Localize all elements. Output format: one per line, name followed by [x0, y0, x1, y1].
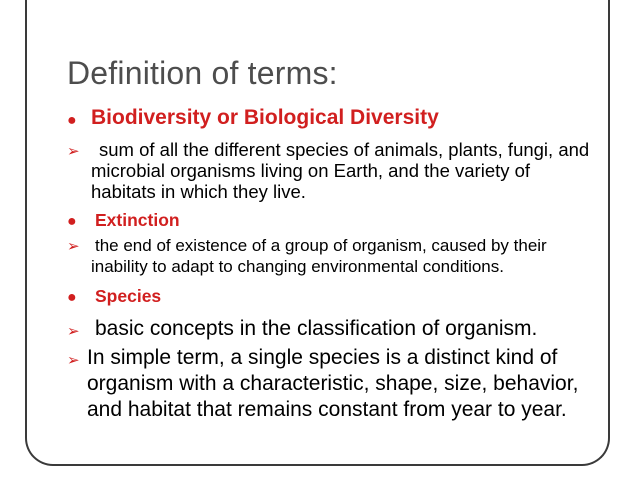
arrow-bullet-icon: ➢	[67, 352, 80, 369]
arrow-bullet-icon: ➢	[67, 323, 80, 340]
arrow-bullet-icon: ➢	[67, 238, 80, 255]
definition-biodiversity	[67, 139, 597, 202]
term-heading-species	[67, 284, 597, 308]
term-heading-extinction	[67, 208, 597, 232]
slide-content	[67, 105, 597, 423]
definition-species-detail	[67, 345, 597, 423]
dot-bullet-icon: ●	[67, 213, 77, 230]
arrow-bullet-icon: ➢	[67, 143, 80, 160]
definition-extinction	[67, 235, 597, 277]
definition-text: sum of all the different species of animals, plants, fungi, and microbial organisms living on Earth, and the variety of habitats in which they live.	[91, 139, 590, 202]
term-heading-text: Species	[95, 286, 162, 306]
definition-species	[67, 316, 597, 342]
dot-bullet-icon: ●	[67, 289, 77, 306]
definition-text: In simple term, a single species is a distinct kind of organism with a characteristic, shape, size, behavior, and habitat that remains constant from year to year.	[87, 346, 579, 421]
dot-bullet-icon: ●	[67, 112, 77, 129]
definition-text: the end of existence of a group of organism, caused by their inability to adapt to changing environmental conditions.	[91, 236, 547, 276]
definition-text: basic concepts in the classification of organism.	[95, 317, 538, 340]
slide-title: Definition of terms:	[67, 55, 338, 91]
term-heading-text: Extinction	[95, 210, 180, 230]
term-heading-text: Biodiversity or Biological Diversity	[91, 106, 439, 129]
term-heading-biodiversity	[67, 105, 597, 131]
